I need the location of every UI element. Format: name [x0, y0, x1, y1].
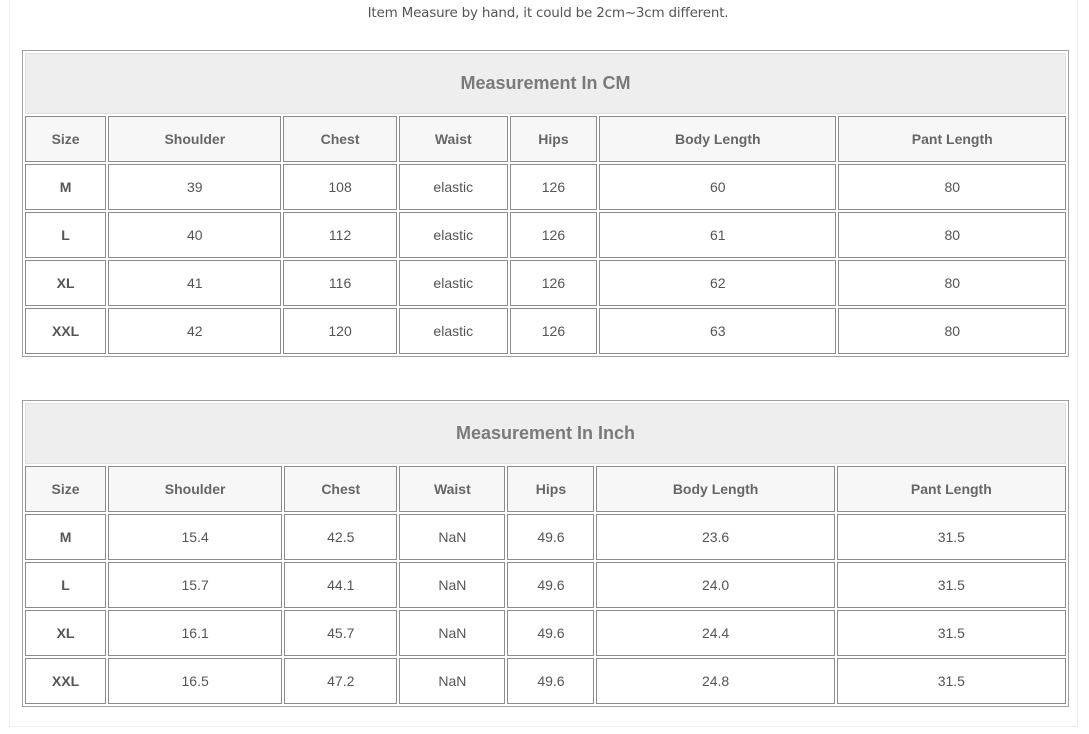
size-cell: M: [25, 164, 106, 210]
pant-length-cell: 80: [838, 260, 1066, 306]
shoulder-cell: 15.7: [108, 562, 282, 608]
pant-length-cell: 80: [838, 212, 1066, 258]
header-chest: Chest: [283, 116, 396, 162]
chest-cell: 47.2: [284, 658, 397, 704]
measurement-note: Item Measure by hand, it could be 2cm~3cm different.: [367, 5, 729, 21]
table-row: [25, 658, 1066, 704]
shoulder-cell: 39: [108, 164, 281, 210]
hips-cell: 49.6: [507, 658, 594, 704]
cm-size-table: [22, 50, 1069, 357]
header-shoulder: Shoulder: [108, 116, 281, 162]
header-hips: Hips: [507, 466, 594, 512]
waist-cell: elastic: [399, 212, 508, 258]
table-row: [25, 212, 1066, 258]
hips-cell: 126: [510, 164, 597, 210]
size-cell: XL: [25, 610, 106, 656]
header-hips: Hips: [510, 116, 597, 162]
header-size: Size: [25, 466, 106, 512]
table-row: [25, 308, 1066, 354]
waist-cell: elastic: [399, 260, 508, 306]
body-length-cell: 23.6: [596, 514, 834, 560]
pant-length-cell: 80: [838, 308, 1066, 354]
body-length-cell: 60: [599, 164, 836, 210]
inch-header-row: [25, 466, 1066, 512]
chest-cell: 112: [283, 212, 396, 258]
header-chest: Chest: [284, 466, 397, 512]
hips-cell: 126: [510, 212, 597, 258]
table-row: [25, 260, 1066, 306]
body-length-cell: 24.4: [596, 610, 834, 656]
pant-length-cell: 31.5: [837, 658, 1066, 704]
cm-table-title: Measurement In CM: [25, 53, 1066, 114]
body-length-cell: 24.8: [596, 658, 834, 704]
header-body-length: Body Length: [599, 116, 836, 162]
body-length-cell: 62: [599, 260, 836, 306]
table-row: [25, 610, 1066, 656]
size-cell: M: [25, 514, 106, 560]
shoulder-cell: 41: [108, 260, 281, 306]
waist-cell: NaN: [399, 514, 505, 560]
chest-cell: 108: [283, 164, 396, 210]
pant-length-cell: 31.5: [837, 562, 1066, 608]
waist-cell: elastic: [399, 164, 508, 210]
chest-cell: 116: [283, 260, 396, 306]
chest-cell: 120: [283, 308, 396, 354]
pant-length-cell: 31.5: [837, 514, 1066, 560]
shoulder-cell: 16.5: [108, 658, 282, 704]
pant-length-cell: 31.5: [837, 610, 1066, 656]
hips-cell: 49.6: [507, 514, 594, 560]
hips-cell: 126: [510, 308, 597, 354]
shoulder-cell: 40: [108, 212, 281, 258]
header-waist: Waist: [399, 116, 508, 162]
chest-cell: 45.7: [284, 610, 397, 656]
header-pant-length: Pant Length: [838, 116, 1066, 162]
header-shoulder: Shoulder: [108, 466, 282, 512]
body-length-cell: 24.0: [596, 562, 834, 608]
pant-length-cell: 80: [838, 164, 1066, 210]
header-waist: Waist: [399, 466, 505, 512]
header-pant-length: Pant Length: [837, 466, 1066, 512]
size-cell: L: [25, 212, 106, 258]
header-body-length: Body Length: [596, 466, 834, 512]
size-cell: L: [25, 562, 106, 608]
size-cell: XXL: [25, 658, 106, 704]
body-length-cell: 63: [599, 308, 836, 354]
hips-cell: 126: [510, 260, 597, 306]
shoulder-cell: 42: [108, 308, 281, 354]
size-cell: XL: [25, 260, 106, 306]
waist-cell: elastic: [399, 308, 508, 354]
waist-cell: NaN: [399, 562, 505, 608]
table-row: [25, 514, 1066, 560]
shoulder-cell: 16.1: [108, 610, 282, 656]
size-cell: XXL: [25, 308, 106, 354]
cm-header-row: [25, 116, 1066, 162]
hips-cell: 49.6: [507, 562, 594, 608]
waist-cell: NaN: [399, 610, 505, 656]
table-row: [25, 562, 1066, 608]
inch-size-table: [22, 400, 1069, 707]
header-size: Size: [25, 116, 106, 162]
body-length-cell: 61: [599, 212, 836, 258]
chest-cell: 42.5: [284, 514, 397, 560]
hips-cell: 49.6: [507, 610, 594, 656]
chest-cell: 44.1: [284, 562, 397, 608]
shoulder-cell: 15.4: [108, 514, 282, 560]
table-row: [25, 164, 1066, 210]
waist-cell: NaN: [399, 658, 505, 704]
inch-table-title: Measurement In Inch: [25, 403, 1066, 464]
